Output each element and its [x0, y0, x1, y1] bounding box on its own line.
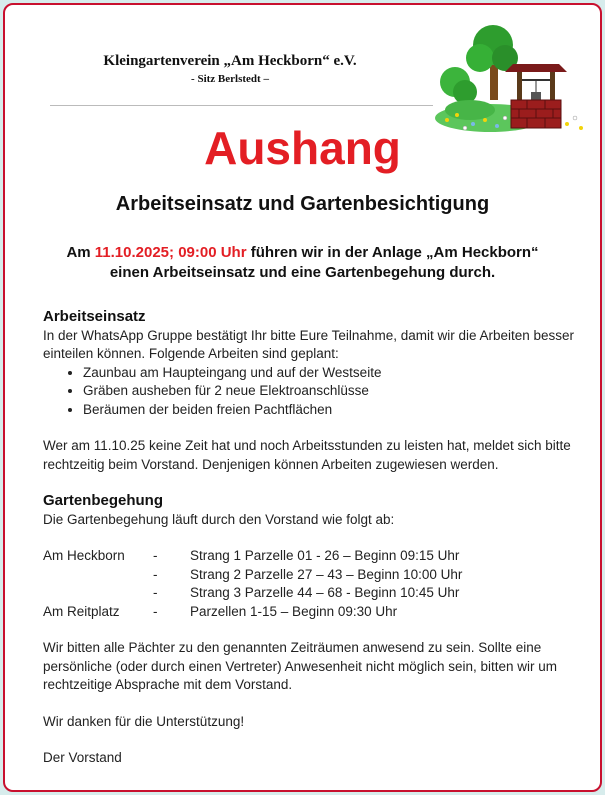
intro-prefix: Am	[66, 244, 95, 261]
schedule-table	[43, 547, 462, 621]
intro-text	[60, 243, 545, 283]
work-section-note: Wer am 11.10.25 keine Zeit hat und noch Arbeitsstunden zu leisten hat, meldet sich bitte rechtzeitig beim Vorstand. Denjenigen können Arbeiten zugewiesen werden.	[43, 438, 571, 472]
thanks-text: Wir danken für die Unterstützung!	[43, 713, 245, 729]
intro-date-time: 11.10.2025; 09:00 Uhr	[94, 244, 247, 261]
schedule-location	[43, 566, 153, 585]
club-name: Kleingartenverein „Am Heckborn“ e.V.	[103, 53, 357, 69]
table-row	[43, 547, 462, 566]
schedule-detail: Strang 1 Parzelle 01 - 26 – Beginn 09:15 Uhr	[190, 548, 460, 563]
work-list	[43, 364, 578, 420]
notice-subtitle: Arbeitseinsatz und Gartenbesichtigung	[115, 193, 490, 215]
table-row	[43, 584, 462, 603]
list-item: • Zaunbau am Haupteingang und auf der Westseite	[83, 364, 578, 383]
schedule-dash: -	[153, 548, 158, 563]
schedule-dash: -	[153, 566, 158, 582]
list-item: • Beräumen der beiden freien Pachtflächen	[83, 401, 578, 420]
club-seat: - Sitz Berlstedt –	[191, 73, 269, 85]
notice-title: Aushang	[204, 122, 401, 174]
schedule-detail: Parzellen 1-15 – Beginn 09:30 Uhr	[190, 603, 398, 619]
work-section-heading: Arbeitseinsatz	[43, 308, 146, 325]
schedule-location: Am Reitplatz	[43, 603, 120, 619]
intro-suffix: führen wir in der Anlage „Am Heckborn“ einen Arbeitseinsatz und eine Gartenbegehung durch.	[109, 244, 539, 281]
table-row	[43, 566, 462, 585]
work-section-text: In der WhatsApp Gruppe bestätigt Ihr bitte Eure Teilnahme, damit wir die Arbeiten besser einteilen können. Folgende Arbeiten sind geplant:	[43, 327, 575, 361]
schedule-location: Am Heckborn	[43, 548, 125, 563]
inspection-section-text: Die Gartenbegehung läuft durch den Vorstand wie folgt ab:	[43, 511, 395, 527]
notice-content	[43, 308, 578, 768]
inspection-request: Wir bitten alle Pächter zu den genannten Zeiträumen anwesend zu sein. Sollte eine persönliche (oder durch einen Vertreter) Anwesenheit nicht möglich sein, bitten wir um rechtzeitige Absprache mit dem Vorstand.	[43, 640, 558, 692]
schedule-detail: Strang 3 Parzelle 44 – 68 - Beginn 10:45 Uhr	[190, 585, 460, 600]
header-divider	[50, 105, 433, 106]
schedule-dash: -	[153, 585, 158, 600]
list-item: • Gräben ausheben für 2 neue Elektroanschlüsse	[83, 382, 578, 401]
inspection-section-heading: Gartenbegehung	[43, 492, 164, 509]
table-row	[43, 603, 462, 622]
schedule-location	[43, 584, 153, 603]
signature: Der Vorstand	[43, 750, 122, 765]
schedule-dash: -	[153, 603, 158, 619]
schedule-detail: Strang 2 Parzelle 27 – 43 – Beginn 10:00 Uhr	[190, 566, 463, 582]
notice-frame	[3, 3, 602, 792]
